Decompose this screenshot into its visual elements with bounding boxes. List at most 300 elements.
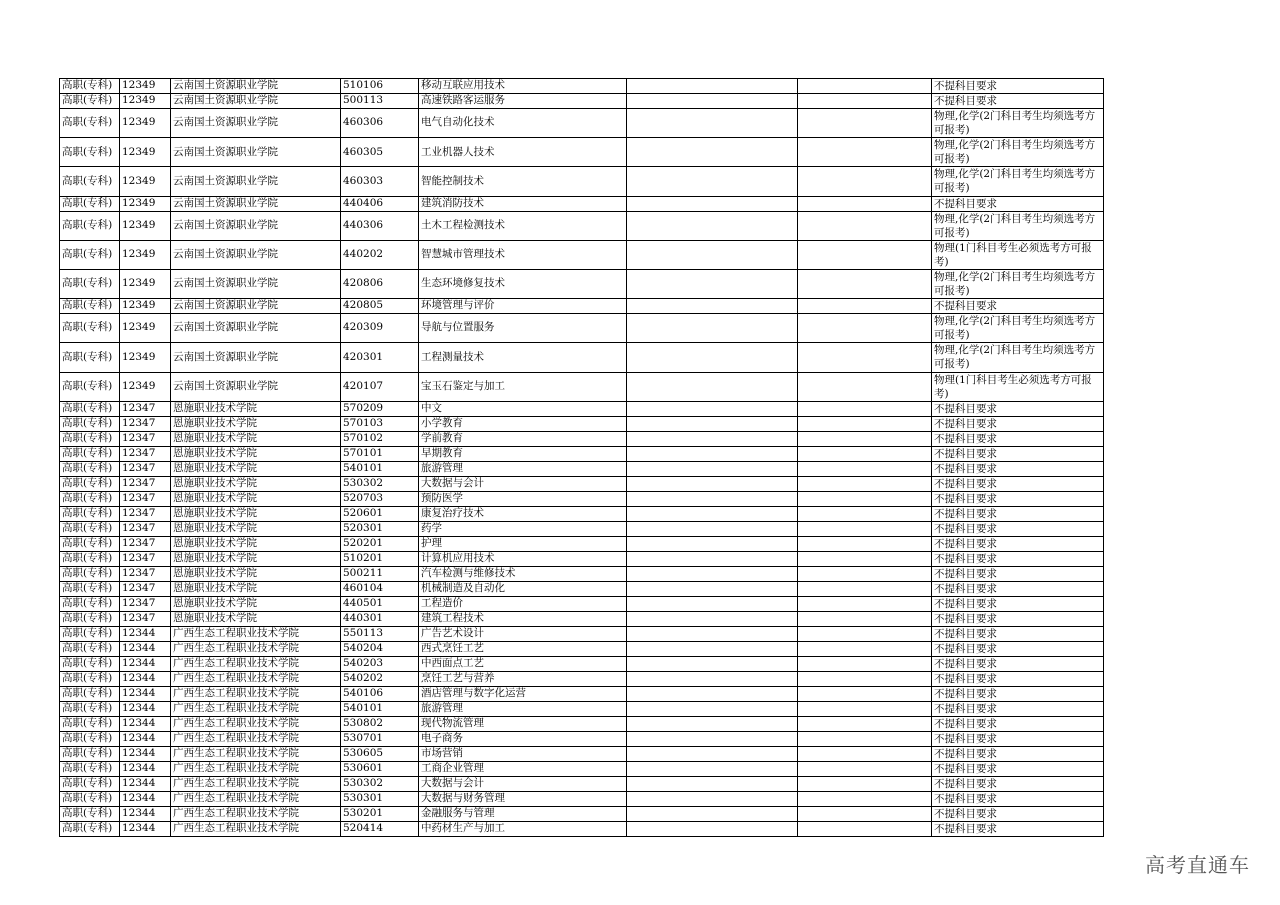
education-level-cell: 高职(专科) [60, 211, 120, 240]
education-level-cell: 高职(专科) [60, 731, 120, 746]
subject-requirement-cell: 物理,化学(2门科目考生均须选考方可报考) [932, 314, 1104, 343]
education-level-cell: 高职(专科) [60, 821, 120, 836]
empty-cell [798, 431, 932, 446]
major-name-cell: 大数据与会计 [419, 776, 627, 791]
major-code-cell: 420301 [341, 343, 419, 372]
school-name-cell: 云南国土资源职业学院 [171, 314, 341, 343]
empty-cell [627, 138, 798, 167]
education-level-cell: 高职(专科) [60, 671, 120, 686]
major-name-cell: 智慧城市管理技术 [419, 240, 627, 269]
school-code-cell: 12344 [120, 821, 171, 836]
subject-requirement-cell: 不提科目要求 [932, 581, 1104, 596]
subject-requirement-cell: 不提科目要求 [932, 551, 1104, 566]
empty-cell [627, 476, 798, 491]
empty-cell [798, 596, 932, 611]
table-row [60, 167, 1104, 196]
subject-requirement-cell: 不提科目要求 [932, 596, 1104, 611]
empty-cell [798, 109, 932, 138]
empty-cell [627, 211, 798, 240]
school-code-cell: 12347 [120, 401, 171, 416]
major-name-cell: 建筑工程技术 [419, 611, 627, 626]
major-code-cell: 420107 [341, 372, 419, 401]
table-row [60, 536, 1104, 551]
subject-requirement-cell: 不提科目要求 [932, 731, 1104, 746]
subject-requirement-cell: 不提科目要求 [932, 461, 1104, 476]
subject-requirement-cell: 不提科目要求 [932, 566, 1104, 581]
major-code-cell: 540101 [341, 701, 419, 716]
empty-cell [627, 446, 798, 461]
school-code-cell: 12349 [120, 343, 171, 372]
empty-cell [798, 314, 932, 343]
major-code-cell: 540106 [341, 686, 419, 701]
major-name-cell: 计算机应用技术 [419, 551, 627, 566]
education-level-cell: 高职(专科) [60, 761, 120, 776]
school-name-cell: 广西生态工程职业技术学院 [171, 656, 341, 671]
table-row [60, 299, 1104, 314]
empty-cell [798, 446, 932, 461]
major-code-cell: 540203 [341, 656, 419, 671]
empty-cell [627, 656, 798, 671]
education-level-cell: 高职(专科) [60, 806, 120, 821]
major-name-cell: 生态环境修复技术 [419, 269, 627, 298]
education-level-cell: 高职(专科) [60, 269, 120, 298]
school-code-cell: 12344 [120, 776, 171, 791]
subject-requirement-cell: 不提科目要求 [932, 491, 1104, 506]
subject-requirement-cell: 不提科目要求 [932, 611, 1104, 626]
subject-requirement-cell: 不提科目要求 [932, 299, 1104, 314]
school-code-cell: 12347 [120, 476, 171, 491]
empty-cell [798, 269, 932, 298]
education-level-cell: 高职(专科) [60, 566, 120, 581]
table-row [60, 806, 1104, 821]
major-name-cell: 机械制造及自动化 [419, 581, 627, 596]
school-name-cell: 广西生态工程职业技术学院 [171, 671, 341, 686]
school-code-cell: 12347 [120, 521, 171, 536]
major-name-cell: 土木工程检测技术 [419, 211, 627, 240]
table-row [60, 109, 1104, 138]
school-code-cell: 12349 [120, 138, 171, 167]
empty-cell [798, 776, 932, 791]
school-code-cell: 12344 [120, 716, 171, 731]
table-row [60, 314, 1104, 343]
major-code-cell: 570102 [341, 431, 419, 446]
school-code-cell: 12349 [120, 314, 171, 343]
major-name-cell: 护理 [419, 536, 627, 551]
school-code-cell: 12344 [120, 671, 171, 686]
school-name-cell: 广西生态工程职业技术学院 [171, 806, 341, 821]
education-level-cell: 高职(专科) [60, 776, 120, 791]
education-level-cell: 高职(专科) [60, 656, 120, 671]
major-code-cell: 500113 [341, 94, 419, 109]
school-code-cell: 12344 [120, 791, 171, 806]
school-code-cell: 12344 [120, 656, 171, 671]
subject-requirement-cell: 不提科目要求 [932, 401, 1104, 416]
empty-cell [798, 299, 932, 314]
subject-requirement-cell: 物理(1门科目考生必须选考方可报考) [932, 372, 1104, 401]
major-code-cell: 520703 [341, 491, 419, 506]
major-name-cell: 电气自动化技术 [419, 109, 627, 138]
empty-cell [627, 372, 798, 401]
subject-requirement-cell: 不提科目要求 [932, 761, 1104, 776]
school-code-cell: 12347 [120, 551, 171, 566]
empty-cell [627, 611, 798, 626]
empty-cell [627, 299, 798, 314]
table-row [60, 776, 1104, 791]
major-name-cell: 导航与位置服务 [419, 314, 627, 343]
subject-requirement-cell: 物理,化学(2门科目考生均须选考方可报考) [932, 269, 1104, 298]
school-name-cell: 广西生态工程职业技术学院 [171, 761, 341, 776]
subject-requirement-cell: 不提科目要求 [932, 626, 1104, 641]
subject-requirement-cell: 不提科目要求 [932, 641, 1104, 656]
education-level-cell: 高职(专科) [60, 491, 120, 506]
major-code-cell: 510106 [341, 79, 419, 94]
school-name-cell: 云南国土资源职业学院 [171, 94, 341, 109]
empty-cell [627, 671, 798, 686]
major-name-cell: 现代物流管理 [419, 716, 627, 731]
table-row [60, 461, 1104, 476]
empty-cell [798, 551, 932, 566]
school-code-cell: 12347 [120, 581, 171, 596]
major-code-cell: 530802 [341, 716, 419, 731]
school-code-cell: 12349 [120, 269, 171, 298]
school-code-cell: 12347 [120, 491, 171, 506]
major-name-cell: 环境管理与评价 [419, 299, 627, 314]
school-code-cell: 12349 [120, 79, 171, 94]
table-row [60, 372, 1104, 401]
school-code-cell: 12347 [120, 446, 171, 461]
table-row [60, 581, 1104, 596]
school-name-cell: 恩施职业技术学院 [171, 416, 341, 431]
major-code-cell: 420806 [341, 269, 419, 298]
major-code-cell: 440306 [341, 211, 419, 240]
empty-cell [798, 476, 932, 491]
education-level-cell: 高职(专科) [60, 701, 120, 716]
major-code-cell: 520301 [341, 521, 419, 536]
table-row [60, 626, 1104, 641]
school-code-cell: 12349 [120, 372, 171, 401]
table-row [60, 269, 1104, 298]
empty-cell [798, 686, 932, 701]
major-name-cell: 小学教育 [419, 416, 627, 431]
education-level-cell: 高职(专科) [60, 596, 120, 611]
empty-cell [627, 581, 798, 596]
table-row [60, 343, 1104, 372]
major-name-cell: 建筑消防技术 [419, 196, 627, 211]
education-level-cell: 高职(专科) [60, 791, 120, 806]
major-name-cell: 电子商务 [419, 731, 627, 746]
school-name-cell: 恩施职业技术学院 [171, 476, 341, 491]
empty-cell [798, 701, 932, 716]
education-level-cell: 高职(专科) [60, 686, 120, 701]
major-name-cell: 中西面点工艺 [419, 656, 627, 671]
school-code-cell: 12344 [120, 626, 171, 641]
school-code-cell: 12347 [120, 506, 171, 521]
empty-cell [627, 491, 798, 506]
empty-cell [798, 716, 932, 731]
school-name-cell: 云南国土资源职业学院 [171, 138, 341, 167]
major-name-cell: 酒店管理与数字化运营 [419, 686, 627, 701]
table-row [60, 551, 1104, 566]
table-row [60, 431, 1104, 446]
school-code-cell: 12349 [120, 211, 171, 240]
empty-cell [798, 611, 932, 626]
major-code-cell: 440406 [341, 196, 419, 211]
major-code-cell: 530302 [341, 476, 419, 491]
education-level-cell: 高职(专科) [60, 746, 120, 761]
major-code-cell: 540202 [341, 671, 419, 686]
empty-cell [627, 566, 798, 581]
empty-cell [798, 240, 932, 269]
school-code-cell: 12347 [120, 566, 171, 581]
empty-cell [627, 731, 798, 746]
school-code-cell: 12349 [120, 167, 171, 196]
subject-requirement-cell: 不提科目要求 [932, 746, 1104, 761]
school-code-cell: 12344 [120, 641, 171, 656]
table-row [60, 506, 1104, 521]
education-level-cell: 高职(专科) [60, 196, 120, 211]
subject-requirement-cell: 不提科目要求 [932, 446, 1104, 461]
empty-cell [798, 79, 932, 94]
school-code-cell: 12347 [120, 431, 171, 446]
major-code-cell: 550113 [341, 626, 419, 641]
empty-cell [798, 581, 932, 596]
education-level-cell: 高职(专科) [60, 401, 120, 416]
table-row [60, 196, 1104, 211]
empty-cell [798, 343, 932, 372]
school-name-cell: 云南国土资源职业学院 [171, 211, 341, 240]
table-row [60, 596, 1104, 611]
major-code-cell: 510201 [341, 551, 419, 566]
education-level-cell: 高职(专科) [60, 431, 120, 446]
empty-cell [798, 791, 932, 806]
table-row [60, 211, 1104, 240]
empty-cell [627, 536, 798, 551]
empty-cell [627, 401, 798, 416]
major-code-cell: 520414 [341, 821, 419, 836]
major-name-cell: 工程造价 [419, 596, 627, 611]
empty-cell [798, 656, 932, 671]
school-name-cell: 云南国土资源职业学院 [171, 109, 341, 138]
education-level-cell: 高职(专科) [60, 611, 120, 626]
empty-cell [798, 761, 932, 776]
school-name-cell: 广西生态工程职业技术学院 [171, 641, 341, 656]
school-code-cell: 12344 [120, 806, 171, 821]
table-row [60, 79, 1104, 94]
empty-cell [798, 372, 932, 401]
empty-cell [627, 821, 798, 836]
subject-requirement-cell: 不提科目要求 [932, 521, 1104, 536]
table-row [60, 731, 1104, 746]
empty-cell [627, 746, 798, 761]
education-level-cell: 高职(专科) [60, 461, 120, 476]
school-name-cell: 云南国土资源职业学院 [171, 372, 341, 401]
major-name-cell: 康复治疗技术 [419, 506, 627, 521]
school-name-cell: 恩施职业技术学院 [171, 446, 341, 461]
major-name-cell: 中药材生产与加工 [419, 821, 627, 836]
education-level-cell: 高职(专科) [60, 240, 120, 269]
major-code-cell: 530201 [341, 806, 419, 821]
major-code-cell: 460104 [341, 581, 419, 596]
major-code-cell: 570103 [341, 416, 419, 431]
education-level-cell: 高职(专科) [60, 416, 120, 431]
empty-cell [798, 506, 932, 521]
subject-requirement-cell: 不提科目要求 [932, 656, 1104, 671]
subject-requirement-cell: 不提科目要求 [932, 476, 1104, 491]
empty-cell [627, 596, 798, 611]
major-name-cell: 宝玉石鉴定与加工 [419, 372, 627, 401]
school-name-cell: 恩施职业技术学院 [171, 581, 341, 596]
table-row [60, 476, 1104, 491]
education-level-cell: 高职(专科) [60, 581, 120, 596]
subject-requirement-cell: 不提科目要求 [932, 716, 1104, 731]
subject-requirement-cell: 不提科目要求 [932, 671, 1104, 686]
table-row [60, 671, 1104, 686]
subject-requirement-cell: 不提科目要求 [932, 94, 1104, 109]
empty-cell [798, 626, 932, 641]
empty-cell [798, 196, 932, 211]
empty-cell [627, 701, 798, 716]
empty-cell [798, 671, 932, 686]
major-code-cell: 540204 [341, 641, 419, 656]
school-code-cell: 12349 [120, 94, 171, 109]
table-row [60, 746, 1104, 761]
subject-requirement-cell: 不提科目要求 [932, 701, 1104, 716]
education-level-cell: 高职(专科) [60, 138, 120, 167]
empty-cell [627, 431, 798, 446]
major-name-cell: 广告艺术设计 [419, 626, 627, 641]
empty-cell [627, 791, 798, 806]
subject-requirement-cell: 物理,化学(2门科目考生均须选考方可报考) [932, 138, 1104, 167]
school-name-cell: 恩施职业技术学院 [171, 461, 341, 476]
school-name-cell: 广西生态工程职业技术学院 [171, 746, 341, 761]
empty-cell [798, 167, 932, 196]
major-code-cell: 530701 [341, 731, 419, 746]
major-name-cell: 烹饪工艺与营养 [419, 671, 627, 686]
school-name-cell: 恩施职业技术学院 [171, 401, 341, 416]
education-level-cell: 高职(专科) [60, 94, 120, 109]
subject-requirement-cell: 物理,化学(2门科目考生均须选考方可报考) [932, 343, 1104, 372]
major-name-cell: 预防医学 [419, 491, 627, 506]
school-code-cell: 12347 [120, 461, 171, 476]
major-code-cell: 520601 [341, 506, 419, 521]
empty-cell [798, 211, 932, 240]
subject-requirement-cell: 不提科目要求 [932, 806, 1104, 821]
major-code-cell: 500211 [341, 566, 419, 581]
table-row [60, 791, 1104, 806]
school-code-cell: 12344 [120, 761, 171, 776]
subject-requirement-cell: 物理,化学(2门科目考生均须选考方可报考) [932, 211, 1104, 240]
empty-cell [627, 521, 798, 536]
empty-cell [627, 416, 798, 431]
major-name-cell: 大数据与会计 [419, 476, 627, 491]
education-level-cell: 高职(专科) [60, 536, 120, 551]
table-row [60, 491, 1104, 506]
school-code-cell: 12344 [120, 686, 171, 701]
empty-cell [798, 566, 932, 581]
table-row [60, 521, 1104, 536]
major-name-cell: 工业机器人技术 [419, 138, 627, 167]
subject-requirement-cell: 不提科目要求 [932, 821, 1104, 836]
school-name-cell: 恩施职业技术学院 [171, 566, 341, 581]
empty-cell [798, 806, 932, 821]
school-code-cell: 12349 [120, 196, 171, 211]
major-code-cell: 460303 [341, 167, 419, 196]
empty-cell [798, 521, 932, 536]
major-code-cell: 530302 [341, 776, 419, 791]
education-level-cell: 高职(专科) [60, 476, 120, 491]
empty-cell [627, 269, 798, 298]
empty-cell [798, 491, 932, 506]
subject-requirement-cell: 物理(1门科目考生必须选考方可报考) [932, 240, 1104, 269]
school-code-cell: 12347 [120, 611, 171, 626]
subject-requirement-cell: 物理,化学(2门科目考生均须选考方可报考) [932, 109, 1104, 138]
education-level-cell: 高职(专科) [60, 716, 120, 731]
major-code-cell: 460305 [341, 138, 419, 167]
major-name-cell: 金融服务与管理 [419, 806, 627, 821]
major-name-cell: 高速铁路客运服务 [419, 94, 627, 109]
major-code-cell: 440501 [341, 596, 419, 611]
major-code-cell: 540101 [341, 461, 419, 476]
empty-cell [627, 167, 798, 196]
table-row [60, 446, 1104, 461]
subject-requirement-cell: 不提科目要求 [932, 431, 1104, 446]
empty-cell [627, 109, 798, 138]
major-code-cell: 570209 [341, 401, 419, 416]
subject-requirement-cell: 不提科目要求 [932, 416, 1104, 431]
school-code-cell: 12349 [120, 240, 171, 269]
subject-requirement-cell: 不提科目要求 [932, 776, 1104, 791]
education-level-cell: 高职(专科) [60, 299, 120, 314]
empty-cell [798, 746, 932, 761]
subject-requirement-cell: 不提科目要求 [932, 536, 1104, 551]
empty-cell [627, 806, 798, 821]
school-code-cell: 12347 [120, 596, 171, 611]
empty-cell [627, 686, 798, 701]
major-code-cell: 570101 [341, 446, 419, 461]
table-row [60, 701, 1104, 716]
empty-cell [627, 776, 798, 791]
subject-requirement-cell: 不提科目要求 [932, 79, 1104, 94]
table-row [60, 401, 1104, 416]
education-level-cell: 高职(专科) [60, 521, 120, 536]
education-level-cell: 高职(专科) [60, 506, 120, 521]
empty-cell [798, 401, 932, 416]
major-name-cell: 市场营销 [419, 746, 627, 761]
education-level-cell: 高职(专科) [60, 372, 120, 401]
subject-requirement-cell: 不提科目要求 [932, 196, 1104, 211]
empty-cell [627, 716, 798, 731]
major-code-cell: 520201 [341, 536, 419, 551]
major-code-cell: 420805 [341, 299, 419, 314]
table-row [60, 416, 1104, 431]
school-name-cell: 广西生态工程职业技术学院 [171, 791, 341, 806]
school-name-cell: 恩施职业技术学院 [171, 506, 341, 521]
empty-cell [798, 536, 932, 551]
education-level-cell: 高职(专科) [60, 551, 120, 566]
school-name-cell: 恩施职业技术学院 [171, 431, 341, 446]
table-row [60, 686, 1104, 701]
empty-cell [798, 94, 932, 109]
table-row [60, 611, 1104, 626]
major-name-cell: 工程测量技术 [419, 343, 627, 372]
major-code-cell: 440301 [341, 611, 419, 626]
empty-cell [798, 821, 932, 836]
major-name-cell: 药学 [419, 521, 627, 536]
empty-cell [798, 461, 932, 476]
table-body [60, 79, 1104, 837]
education-level-cell: 高职(专科) [60, 626, 120, 641]
school-name-cell: 云南国土资源职业学院 [171, 269, 341, 298]
